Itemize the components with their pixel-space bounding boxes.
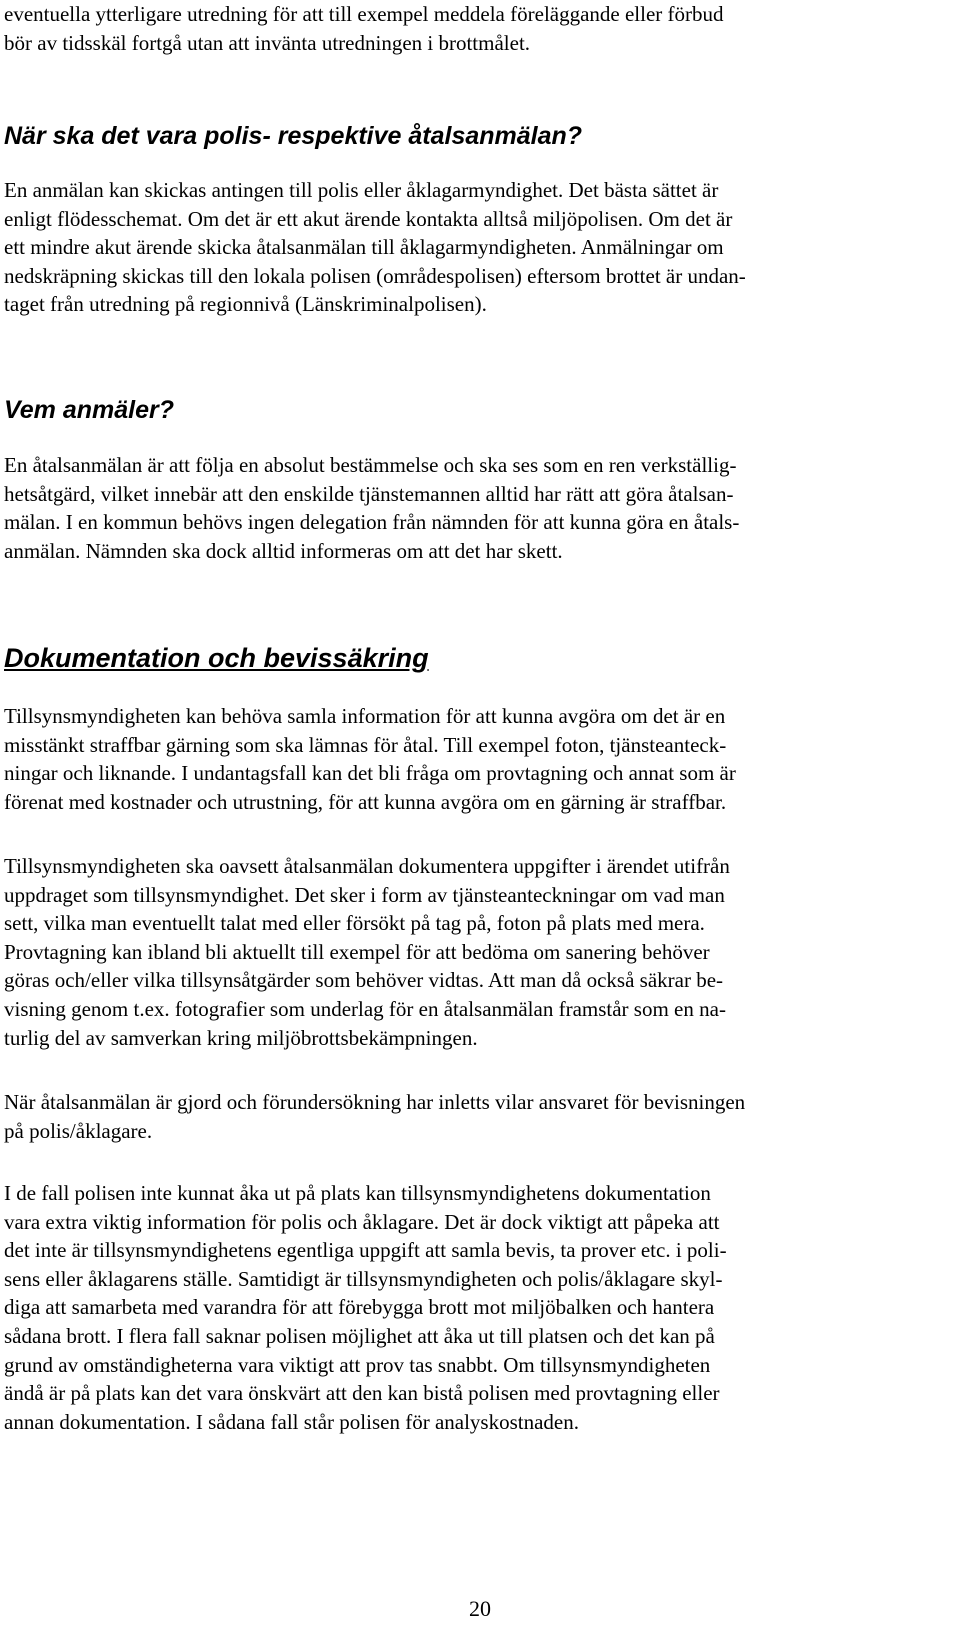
heading-police-report: När ska det vara polis- respektive åtalsanmälan? <box>4 122 583 150</box>
paragraph-documentation-1: Tillsynsmyndigheten kan behöva samla information för att kunna avgöra om det är en misstänkt straffbar gärning som ska lämnas för åtal. Till exempel foton, tjänsteanteck- ningar och liknande. I undantagsfall kan det bli fråga om provtagning och annat som är förenat med kostnader och utrustning, för att kunna avgöra om en gärning är straffbar. <box>4 704 736 814</box>
paragraph-documentation-3: När åtalsanmälan är gjord och förundersökning har inletts vilar ansvaret för bevisningen på polis/åklagare. <box>4 1090 746 1143</box>
paragraph-who-reports: En åtalsanmälan är att följa en absolut bestämmelse och ska ses som en ren verkställig- hetsåtgärd, vilket innebär att den enskilde tjänstemannen alltid har rätt att göra åtalsan- mälan. I en kommun behövs ingen delegation från nämnden för att kunna göra en åtals- anmälan. Nämnden ska dock alltid informeras om att det har skett. <box>4 453 740 563</box>
intro-paragraph: eventuella ytterligare utredning för att till exempel meddela föreläggande eller förbud bör av tidsskäl fortgå utan att invänta utredningen i brottmålet. <box>4 2 724 55</box>
paragraph-police-report: En anmälan kan skickas antingen till polis eller åklagarmyndighet. Det bästa sättet är enligt flödesschemat. Om det är ett akut ärende kontakta alltså miljöpolisen. Om det är ett mindre akut ärende skicka åtalsanmälan till åklagarmyndigheten. Anmälningar om nedskräpning skickas till den lokala polisen (områdespolisen) eftersom brottet är undan- taget från utredning på regionnivå (Länskriminalpolisen). <box>4 178 746 317</box>
paragraph-documentation-2: Tillsynsmyndigheten ska oavsett åtalsanmälan dokumentera uppgifter i ärendet utifrån uppdraget som tillsynsmyndighet. Det sker i form av tjänsteanteckningar om vad man sett, vilka man eventuellt talat med eller försökt på tag på, foton på plats med mera. Provtagning kan ibland bli aktuellt till exempel för att bedöma om sanering behöver göras och/eller vilka tillsynsåtgärder som behöver vidtas. Att man då också säkrar be- visning genom t.ex. fotografier som underlag för en åtalsanmälan framstår som en na- turlig del av samverkan kring miljöbrottsbekämpningen. <box>4 854 730 1050</box>
paragraph-documentation-4: I de fall polisen inte kunnat åka ut på plats kan tillsynsmyndighetens dokumentation vara extra viktig information för polis och åklagare. Det är dock viktigt att påpeka att det inte är tillsynsmyndighetens egentliga uppgift att samla bevis, ta prover etc. i poli- sens eller åklagarens ställe. Samtidigt är tillsynsmyndigheten och polis/åklagare skyl- diga att samarbeta med varandra för att förebygga brott mot miljöbalken och hantera sådana brott. I flera fall saknar polisen möjlighet att åka ut till platsen och det kan på grund av omständigheterna vara viktigt att prov tas snabbt. Om tillsynsmyndigheten ändå är på plats kan det vara önskvärt att den kan bistå polisen med provtagning eller annan dokumentation. I sådana fall står polisen för analyskostnaden. <box>4 1181 727 1434</box>
heading-documentation: Dokumentation och bevissäkring <box>4 643 429 673</box>
page-number: 20 <box>469 1596 491 1621</box>
heading-who-reports: Vem anmäler? <box>4 396 174 424</box>
